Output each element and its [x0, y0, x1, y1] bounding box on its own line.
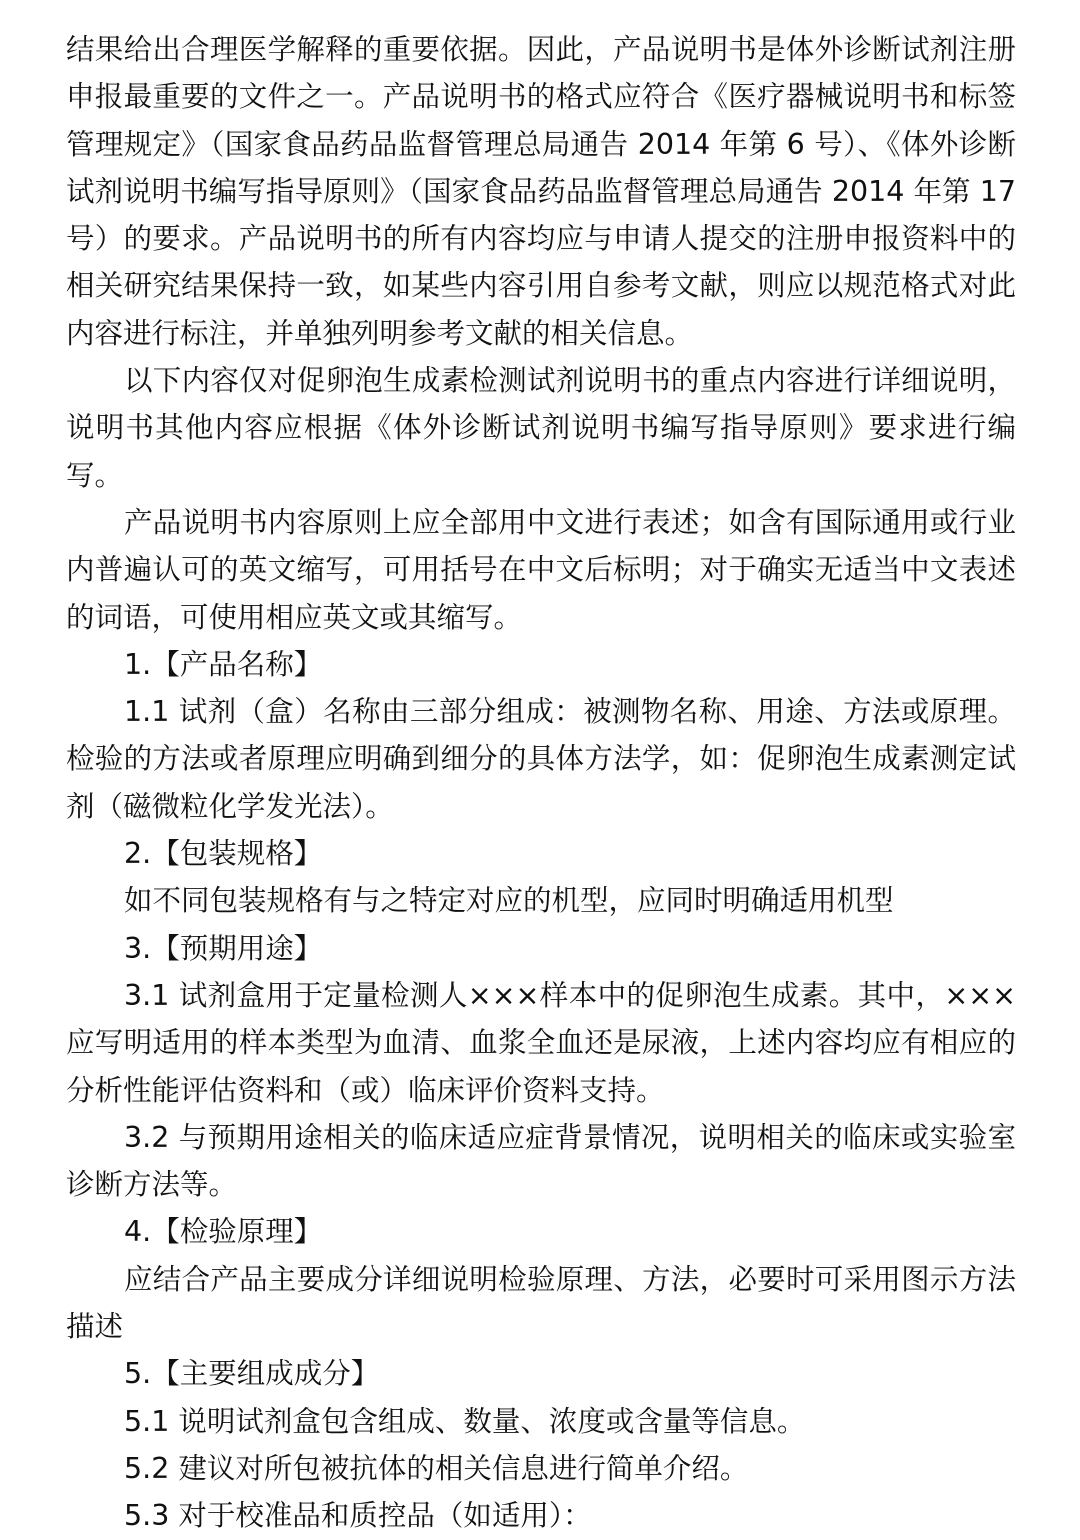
components-item-1: 5.1 说明试剂盒包含组成、数量、浓度或含量等信息。: [124, 1404, 806, 1438]
intended-use-paragraph-2: 3.2 与预期用途相关的临床适应症背景情况，说明相关的临床或实验室诊断方法等。: [66, 1120, 1016, 1202]
heading-product-name: 1.【产品名称】: [124, 647, 323, 681]
heading-main-components: 5.【主要组成成分】: [124, 1357, 380, 1391]
heading-packaging: 2.【包装规格】: [124, 837, 323, 871]
packaging-paragraph: 如不同包装规格有与之特定对应的机型，应同时明确适用机型: [124, 884, 894, 918]
test-principle-paragraph: 应结合产品主要成分详细说明检验原理、方法，必要时可采用图示方法描述: [66, 1262, 1016, 1344]
components-item-2: 5.2 建议对所包被抗体的相关信息进行简单介绍。: [124, 1451, 749, 1485]
intro-continued-paragraph: 结果给出合理医学解释的重要依据。因此，产品说明书是体外诊断试剂注册申报最重要的文件之一。产品说明书的格式应符合《医疗器械说明书和标签管理规定》（国家食品药品监督管理总局通告 2014 年第 6 号）、《体外诊断试剂说明书编写指导原则》（国家食品药品监督管理总局通告 2014 年第 17 号）的要求。产品说明书的所有内容均应与申请人提交的注册申报资料中的相关研究结果保持一致，如某些内容引用自参考文献，则应以规范格式对此内容进行标注，并单独列明参考文献的相关信息。: [66, 33, 1016, 350]
intended-use-paragraph-1: 3.1 试剂盒用于定量检测人×××样本中的促卵泡生成素。其中，×××应写明适用的样本类型为血清、血浆全血还是尿液，上述内容均应有相应的分析性能评估资料和（或）临床评价资料支持。: [66, 978, 1016, 1107]
document-page: [66, 26, 1016, 1540]
product-name-paragraph: 1.1 试剂（盒）名称由三部分组成：被测物名称、用途、方法或原理。检验的方法或者原理应明确到细分的具体方法学，如：促卵泡生成素测定试剂（磁微粒化学发光法）。: [66, 695, 1016, 823]
language-paragraph: 产品说明书内容原则上应全部用中文进行表述；如含有国际通用或行业内普遍认可的英文缩写，可用括号在中文后标明；对于确实无适当中文表述的词语，可使用相应英文或其缩写。: [66, 505, 1016, 634]
heading-test-principle: 4.【检验原理】: [124, 1215, 323, 1249]
scope-paragraph: 以下内容仅对促卵泡生成素检测试剂说明书的重点内容进行详细说明，说明书其他内容应根据《体外诊断试剂说明书编写指导原则》要求进行编写。: [66, 364, 1016, 492]
heading-intended-use: 3.【预期用途】: [124, 931, 323, 965]
components-item-3: 5.3 对于校准品和质控品（如适用）：: [124, 1499, 592, 1533]
